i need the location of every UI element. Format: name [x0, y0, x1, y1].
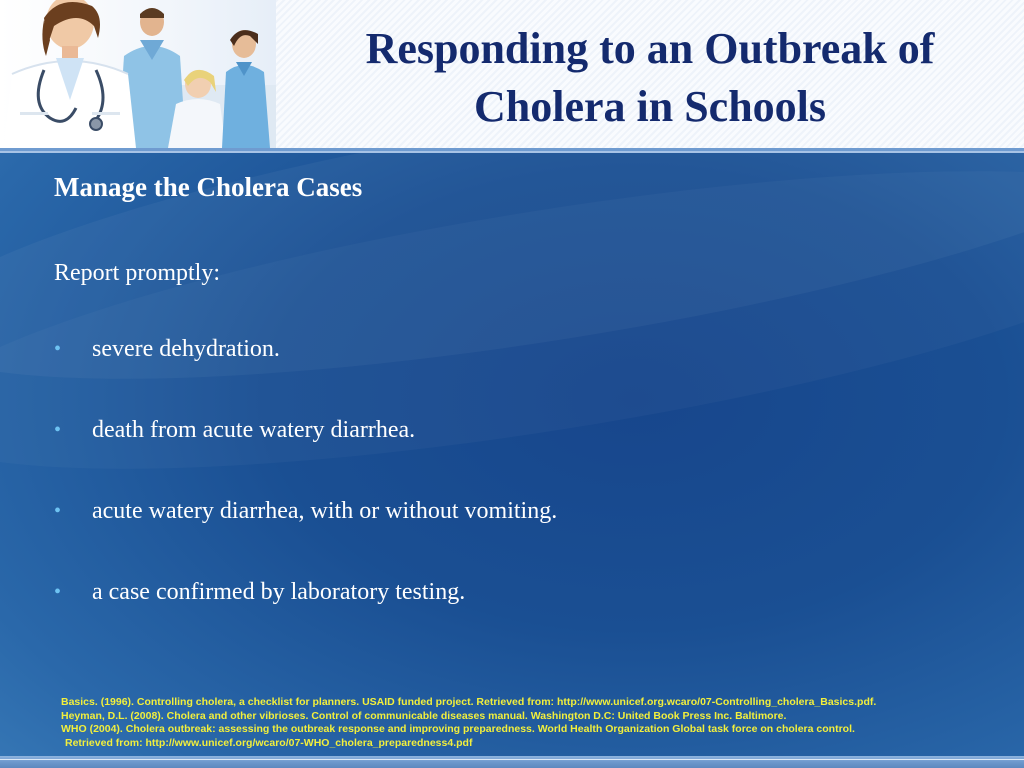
reference-line: Retrieved from: http://www.unicef.org/wcaro/07-WHO_cholera_preparedness4.pdf: [65, 736, 473, 749]
references: [61, 696, 876, 750]
footer-divider: [0, 759, 1024, 760]
bullet-text: a case confirmed by laboratory testing.: [92, 579, 466, 605]
reference-line: Basics. (1996). Controlling cholera, a checklist for planners. USAID funded project. Retrieved from: http://www.unicef.org.wcaro/07-Controlling_cholera_Basics.pdf.: [61, 696, 877, 708]
title-line: Responding to an Outbreak of: [365, 24, 935, 73]
title-line: Cholera in Schools: [473, 82, 827, 131]
medical-staff-photo: [0, 0, 276, 148]
bullet-icon: •: [54, 419, 62, 441]
reference-line: Heyman, D.L. (2008). Cholera and other vibrioses. Control of communicable diseases manual. Washington D.C: United Book Press Inc. Baltimore.: [61, 709, 787, 722]
bullet-icon: •: [54, 581, 62, 603]
bullet-text: severe dehydration.: [92, 336, 280, 362]
header-divider: [0, 151, 1024, 153]
slide-title: [300, 20, 1000, 136]
footer-band: [0, 756, 1024, 768]
bullet-text: acute watery diarrhea, with or without vomiting.: [92, 498, 558, 524]
bullet-icon: •: [54, 338, 62, 360]
intro-text: Report promptly:: [54, 260, 220, 286]
reference-line: WHO (2004). Cholera outbreak: assessing the outbreak response and improving preparedness. World Health Organization Global task force on cholera control.: [61, 723, 855, 736]
bullet-text: death from acute watery diarrhea.: [92, 417, 416, 443]
bullet-icon: •: [54, 500, 62, 522]
section-heading: Manage the Cholera Cases: [54, 172, 363, 202]
